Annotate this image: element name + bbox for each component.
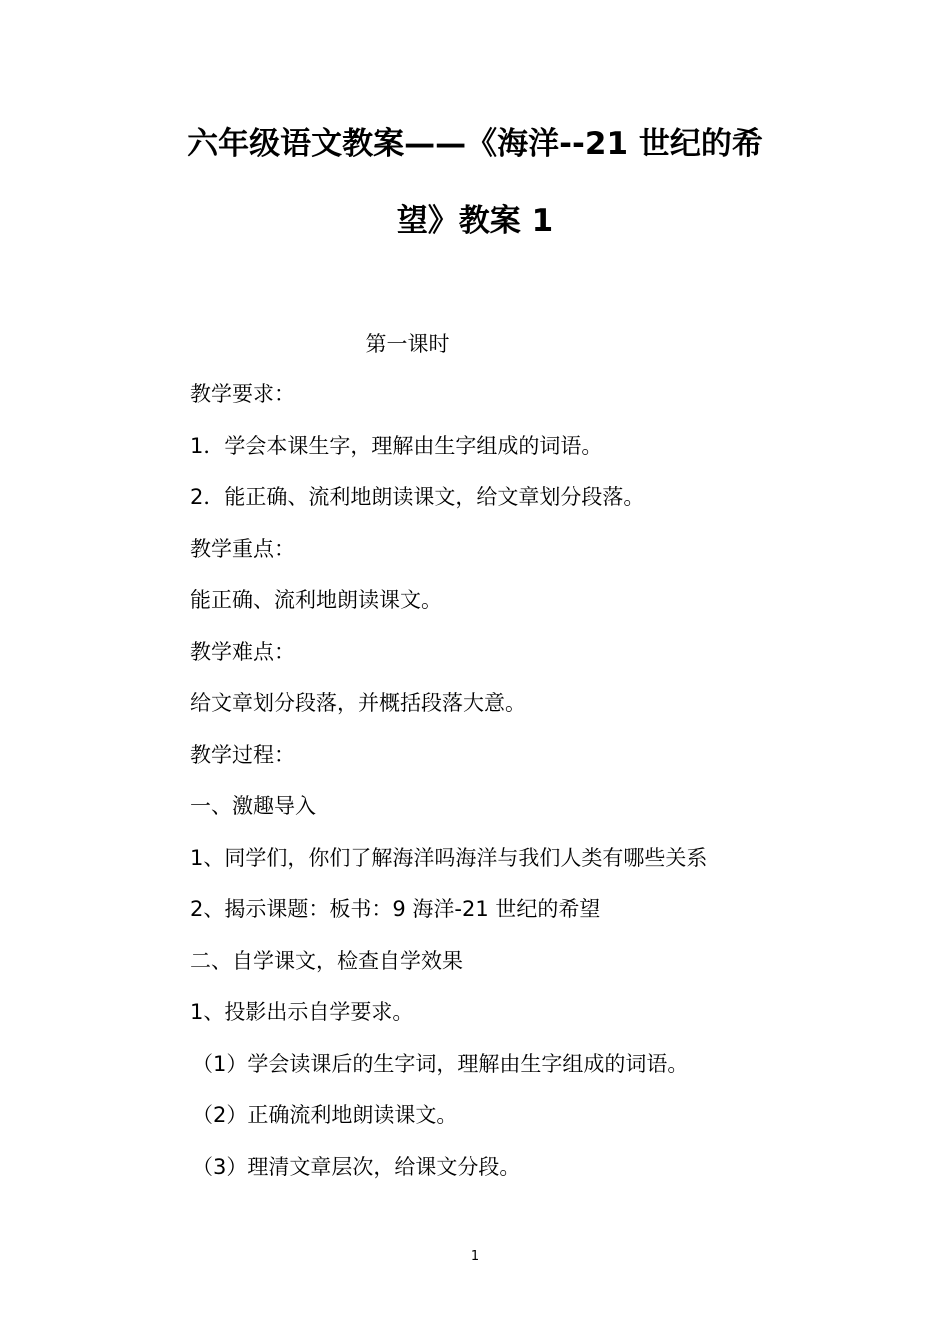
paragraph-step-2-heading: 二、自学课文，检查自学效果: [190, 948, 463, 973]
paragraph-self-study-3: （3）理清文章层次，给课文分段。: [192, 1154, 521, 1179]
section-heading: 第一课时: [365, 332, 450, 356]
paragraph-self-study-1: （1）学会读课后的生字词，理解由生字组成的词语。: [192, 1051, 689, 1076]
paragraph-difficulties: 给文章划分段落，并概括段落大意。: [190, 691, 526, 715]
paragraph-key-points: 能正确、流利地朗读课文。: [190, 588, 442, 612]
paragraph-step-1-item-2: 2、揭示课题：板书：9 海洋-21 世纪的希望: [190, 897, 601, 921]
paragraph-teaching-requirements-heading: 教学要求：: [190, 382, 295, 406]
document-title-line-1: 六年级语文教案——《海洋--21 世纪的希: [187, 126, 763, 162]
paragraph-requirement-1: 1．学会本课生字，理解由生字组成的词语。: [190, 433, 603, 458]
paragraph-difficulties-heading: 教学难点：: [190, 639, 295, 664]
paragraph-requirement-2: 2．能正确、流利地朗读课文，给文章划分段落。: [190, 485, 645, 509]
paragraph-process-heading: 教学过程：: [190, 742, 295, 767]
paragraph-step-1-item-1: 1、同学们，你们了解海洋吗海洋与我们人类有哪些关系: [190, 845, 708, 870]
paragraph-step-1-heading: 一、激趣导入: [190, 794, 316, 818]
document-title-line-2: 望》教案 1: [396, 203, 554, 239]
paragraph-self-study-2: （2）正确流利地朗读课文。: [192, 1103, 458, 1127]
document-body: [190, 379, 870, 1203]
paragraph-key-points-heading: 教学重点：: [190, 536, 295, 561]
page-number: 1: [470, 1249, 480, 1264]
paragraph-step-2-item-1: 1、投影出示自学要求。: [190, 1000, 414, 1024]
